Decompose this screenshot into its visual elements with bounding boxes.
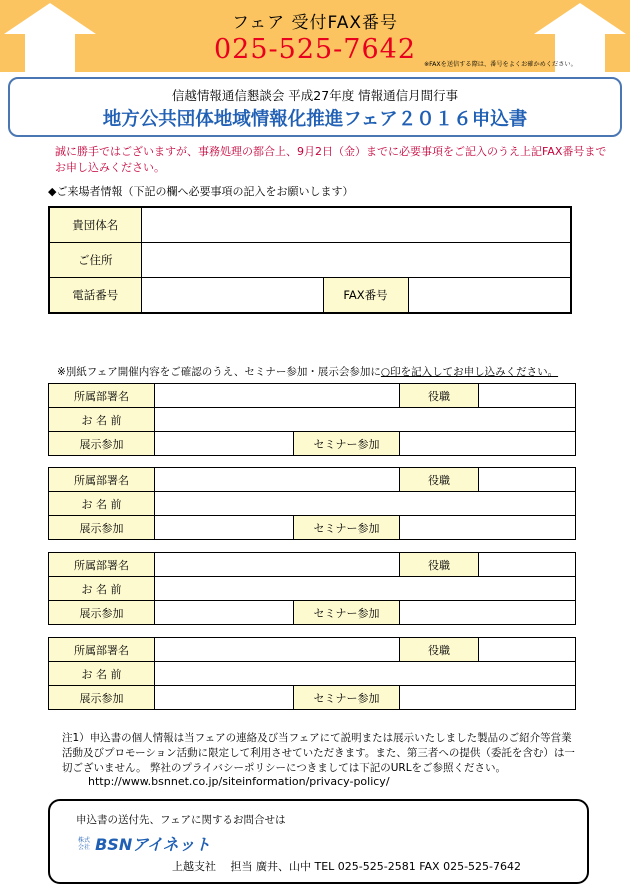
name-field[interactable] (155, 662, 576, 686)
exhibit-field[interactable] (155, 516, 294, 540)
seminar-label: セミナー参加 (294, 601, 400, 625)
exhibit-field[interactable] (155, 432, 294, 456)
position-label: 役職 (400, 384, 479, 408)
name-label: お 名 前 (49, 408, 155, 432)
address-field[interactable] (141, 243, 571, 278)
participant-table (48, 383, 576, 456)
position-label: 役職 (400, 468, 479, 492)
logo-small-1: 株式 (78, 836, 91, 844)
seminar-field[interactable] (400, 601, 576, 625)
fax-note: ※FAXを送信する際は、番号をよくお確かめください。 (424, 61, 577, 68)
participant-table (48, 467, 576, 540)
seminar-label: セミナー参加 (294, 516, 400, 540)
page-title: 地方公共団体地域情報化推進フェア２０１６申込書 (102, 109, 528, 130)
dept-field[interactable] (155, 553, 400, 577)
company-logo (78, 832, 211, 855)
seminar-label: セミナー参加 (294, 432, 400, 456)
dept-field[interactable] (155, 384, 400, 408)
position-label: 役職 (400, 638, 479, 662)
dept-label: 所属部署名 (49, 638, 155, 662)
position-field[interactable] (479, 384, 576, 408)
address-label: ご住所 (49, 243, 141, 278)
position-field[interactable] (479, 638, 576, 662)
dept-field[interactable] (155, 468, 400, 492)
privacy-policy-link[interactable]: http://www.bsnnet.co.jp/siteinformation/privacy-policy/ (88, 775, 390, 788)
exhibit-field[interactable] (155, 686, 294, 710)
visitor-info-table (48, 206, 572, 314)
name-field[interactable] (155, 577, 576, 601)
phone-field[interactable] (141, 278, 323, 314)
position-field[interactable] (479, 468, 576, 492)
exhibit-label: 展示参加 (49, 432, 155, 456)
dept-field[interactable] (155, 638, 400, 662)
deadline-notice: 誠に勝手ではございますが、事務処理の都合上、9月2日（金）までに必要事項をご記入のうえ上記FAX番号までお申し込みください。 (55, 145, 607, 174)
position-field[interactable] (479, 553, 576, 577)
seminar-field[interactable] (400, 686, 576, 710)
exhibit-label: 展示参加 (49, 516, 155, 540)
seminar-note (57, 364, 558, 379)
contact-details: 上越支社 担当 廣井、山中 TEL 025-525-2581 FAX 025-525-7642 (172, 860, 522, 873)
seminar-field[interactable] (400, 516, 576, 540)
fax-title: フェア 受付FAX番号 (231, 13, 399, 33)
dept-label: 所属部署名 (49, 468, 155, 492)
org-name-field[interactable] (141, 207, 571, 243)
visitor-heading: ◆ご来場者情報（下記の欄へ必要事項の記入をお願いします） (48, 185, 354, 198)
seminar-field[interactable] (400, 432, 576, 456)
fax-field[interactable] (408, 278, 571, 314)
position-label: 役職 (400, 553, 479, 577)
dept-label: 所属部署名 (49, 384, 155, 408)
dept-label: 所属部署名 (49, 553, 155, 577)
name-label: お 名 前 (49, 492, 155, 516)
org-name-label: 貴団体名 (49, 207, 141, 243)
privacy-note: 注1）申込書の個人情報は当フェアの連絡及び当フェアにて説明または展示いたしました製品のご紹介等営業活動及びプロモーション活動に限定して利用させていただきます。また、第三者への提供（委託を含む）は一切ございません。 弊社のプライバシーポリシーにつきましては下記のURLをご参照ください。 (62, 732, 575, 774)
name-field[interactable] (155, 492, 576, 516)
exhibit-field[interactable] (155, 601, 294, 625)
up-arrow-left-icon (2, 0, 98, 72)
name-label: お 名 前 (49, 662, 155, 686)
seminar-label: セミナー参加 (294, 686, 400, 710)
logo-small-2: 会社 (78, 843, 91, 851)
name-label: お 名 前 (49, 577, 155, 601)
name-field[interactable] (155, 408, 576, 432)
logo-name: BSNアイネット (95, 835, 211, 854)
subtitle: 信越情報通信懇談会 平成27年度 情報通信月間行事 (171, 88, 459, 103)
exhibit-label: 展示参加 (49, 686, 155, 710)
participant-table (48, 552, 576, 625)
exhibit-label: 展示参加 (49, 601, 155, 625)
seminar-note-text: ※別紙フェア開催内容をご確認のうえ、セミナー参加・展示会参加に (57, 366, 381, 378)
contact-heading: 申込書の送付先、フェアに関するお問合せは (76, 814, 286, 826)
fax-number: 025-525-7642 (213, 34, 417, 65)
participant-table (48, 637, 576, 710)
phone-label: 電話番号 (49, 278, 141, 314)
logo-corp-mark (78, 837, 90, 851)
fax-label: FAX番号 (323, 278, 408, 314)
seminar-note-underlined: ○印を記入してお申し込みください。 (380, 366, 559, 378)
